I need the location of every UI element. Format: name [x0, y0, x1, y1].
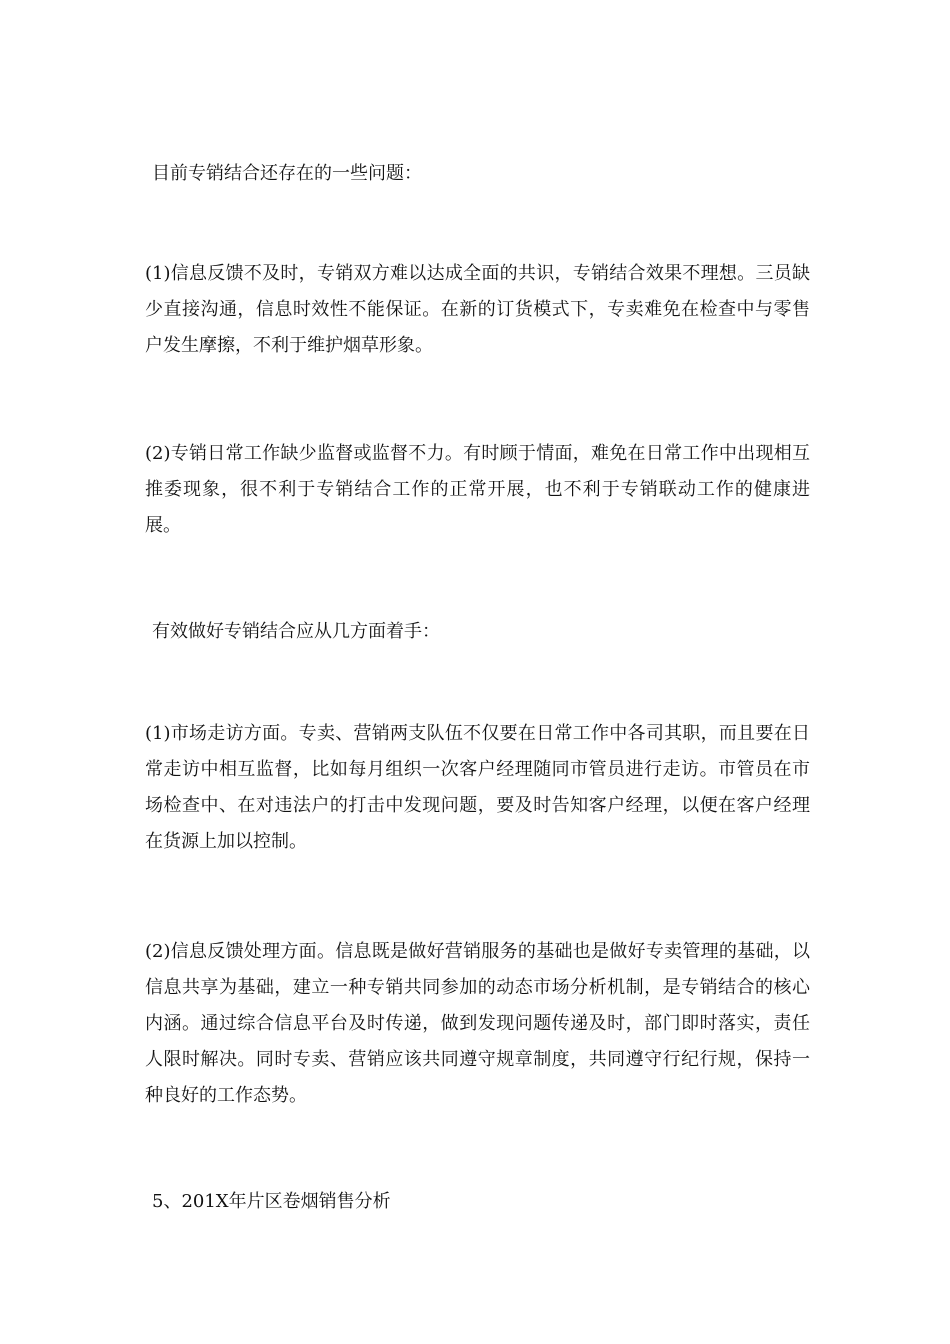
paragraph-problem-1: (1)信息反馈不及时，专销双方难以达成全面的共识，专销结合效果不理想。三员缺少直接沟通，信息时效性不能保证。在新的订货模式下，专卖难免在检查中与零售户发生摩擦，不利于维护烟草形象。 — [145, 263, 810, 356]
paragraph-problem-2: (2)专销日常工作缺少监督或监督不力。有时顾于情面，难免在日常工作中出现相互推委现象，很不利于专销结合工作的正常开展，也不利于专销联动工作的健康进展。 — [145, 443, 810, 536]
paragraph-measure-2: (2)信息反馈处理方面。信息既是做好营销服务的基础也是做好专卖管理的基础，以信息共享为基础，建立一种专销共同参加的动态市场分析机制，是专销结合的核心内涵。通过综合信息平台及时传递，做到发现问题传递及时，部门即时落实，责任人限时解决。同时专卖、营销应该共同遵守规章制度，共同遵守行纪行规，保持一种良好的工作态势。 — [145, 941, 810, 1106]
section-heading-current-problems: 目前专销结合还存在的一些问题： — [152, 163, 422, 184]
section-heading-sales-analysis: 5、201X年片区卷烟销售分析 — [152, 1191, 391, 1212]
paragraph-measure-1: (1)市场走访方面。专卖、营销两支队伍不仅要在日常工作中各司其职，而且要在日常走访中相互监督，比如每月组织一次客户经理随同市管员进行走访。市管员在市场检查中、在对违法户的打击中发现问题，要及时告知客户经理，以便在客户经理在货源上加以控制。 — [145, 723, 810, 852]
section-heading-measures: 有效做好专销结合应从几方面着手： — [152, 621, 440, 642]
